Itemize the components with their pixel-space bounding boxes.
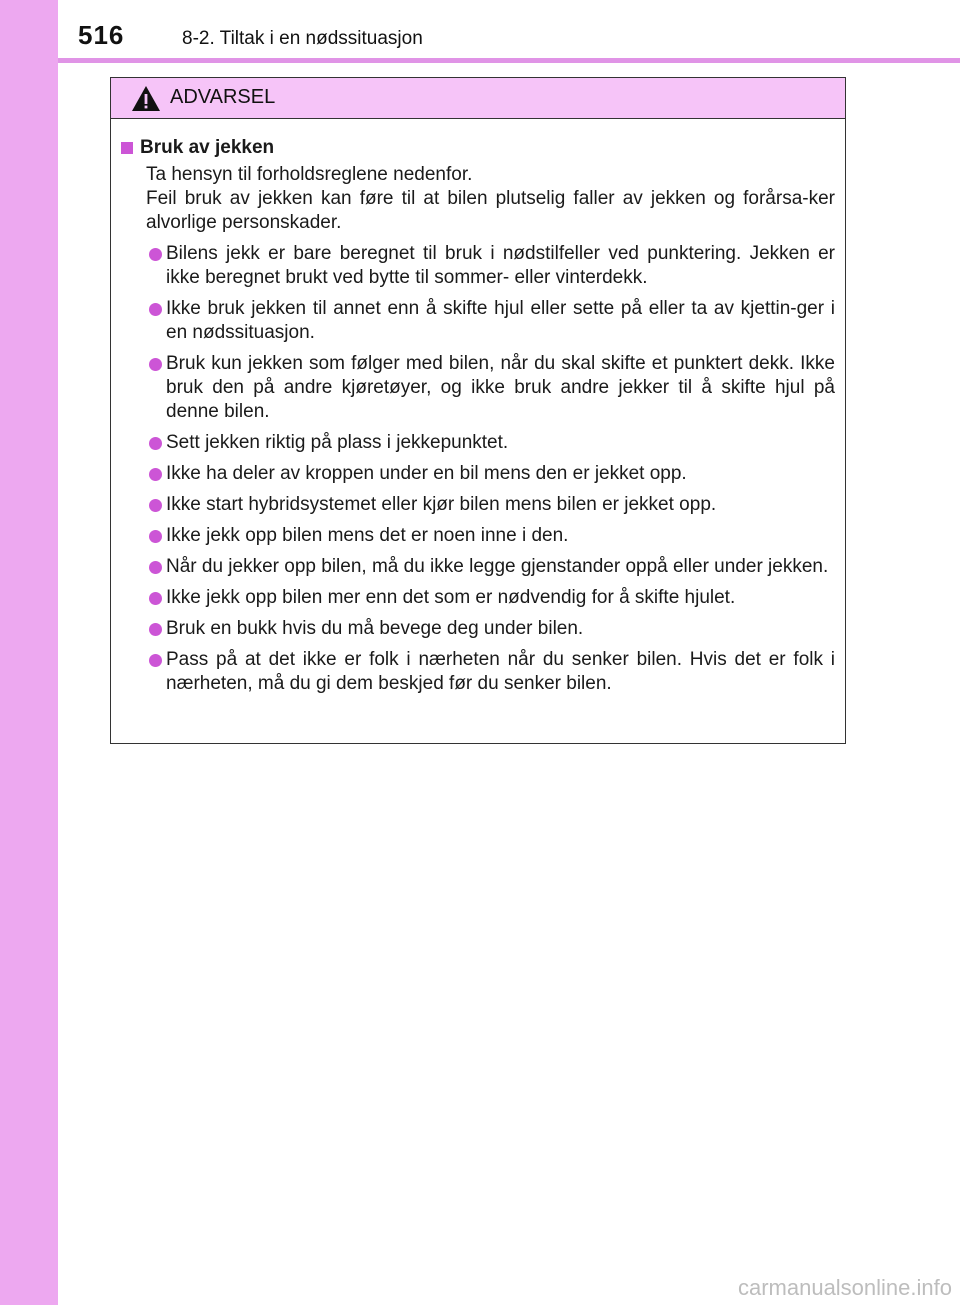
- warning-bullet-list: [121, 242, 835, 696]
- list-item: [121, 555, 835, 579]
- intro-line: Ta hensyn til forholdsreglene nedenfor.: [146, 164, 473, 185]
- list-item: [121, 493, 835, 517]
- warning-heading-text: Bruk av jekken: [140, 137, 275, 158]
- bullet-dot-icon: [149, 437, 162, 450]
- watermark: carmanualsonline.info: [737, 1275, 952, 1300]
- list-item: [121, 648, 835, 696]
- list-item-text: Pass på at det ikke er folk i nærheten når du senker bilen. Hvis det er folk i nærheten, må du gi dem beskjed før du senker bilen.: [166, 649, 835, 694]
- list-item: [121, 524, 835, 548]
- bullet-dot-icon: [149, 592, 162, 605]
- list-item: [121, 462, 835, 486]
- list-item: [121, 352, 835, 424]
- bullet-dot-icon: [149, 358, 162, 371]
- warning-body: [111, 119, 845, 696]
- warning-header: [111, 78, 845, 119]
- warning-triangle-icon: [131, 85, 161, 112]
- side-color-band: [0, 0, 58, 1305]
- bullet-dot-icon: [149, 654, 162, 667]
- list-item: [121, 297, 835, 345]
- list-item-text: Bruk en bukk hvis du må bevege deg under bilen.: [166, 618, 584, 639]
- list-item-text: Sett jekken riktig på plass i jekkepunktet.: [166, 432, 509, 453]
- warning-box: [110, 77, 846, 744]
- bullet-dot-icon: [149, 468, 162, 481]
- list-item-text: Bilens jekk er bare beregnet til bruk i nødstilfeller ved punktering. Jekken er ikke beregnet brukt ved bytte til sommer- eller vinterdekk.: [166, 243, 835, 288]
- list-item-text: Ikke jekk opp bilen mens det er noen inne i den.: [166, 525, 569, 546]
- list-item: [121, 586, 835, 610]
- warning-intro: [121, 163, 835, 235]
- list-item-text: Ikke ha deler av kroppen under en bil mens den er jekket opp.: [166, 463, 687, 484]
- list-item: [121, 431, 835, 455]
- list-item-text: Ikke jekk opp bilen mer enn det som er nødvendig for å skifte hjulet.: [166, 587, 736, 608]
- bullet-dot-icon: [149, 248, 162, 261]
- section-title: 8-2. Tiltak i en nødssituasjon: [182, 28, 423, 49]
- list-item-text: Ikke start hybridsystemet eller kjør bilen mens bilen er jekket opp.: [166, 494, 717, 515]
- bullet-dot-icon: [149, 561, 162, 574]
- intro-line: Feil bruk av jekken kan føre til at bilen plutselig faller av jekken og forårsa-ker alvorlige personskader.: [146, 188, 835, 233]
- list-item-text: Når du jekker opp bilen, må du ikke legge gjenstander oppå eller under jekken.: [166, 556, 829, 577]
- list-item-text: Bruk kun jekken som følger med bilen, når du skal skifte et punktert dekk. Ikke bruk den på andre kjøretøyer, og ikke bruk andre jekker til å skifte hjul på denne bilen.: [166, 353, 835, 422]
- warning-label: ADVARSEL: [170, 86, 276, 108]
- bullet-dot-icon: [149, 499, 162, 512]
- square-bullet-icon: [121, 142, 133, 154]
- list-item: [121, 617, 835, 641]
- warning-heading: [121, 136, 835, 160]
- page-number: 516: [78, 20, 125, 50]
- bullet-dot-icon: [149, 530, 162, 543]
- bullet-dot-icon: [149, 303, 162, 316]
- bullet-dot-icon: [149, 623, 162, 636]
- header-rule: [58, 58, 960, 63]
- list-item-text: Ikke bruk jekken til annet enn å skifte hjul eller sette på eller ta av kjettin-ger i en nødssituasjon.: [166, 298, 835, 343]
- list-item: [121, 242, 835, 290]
